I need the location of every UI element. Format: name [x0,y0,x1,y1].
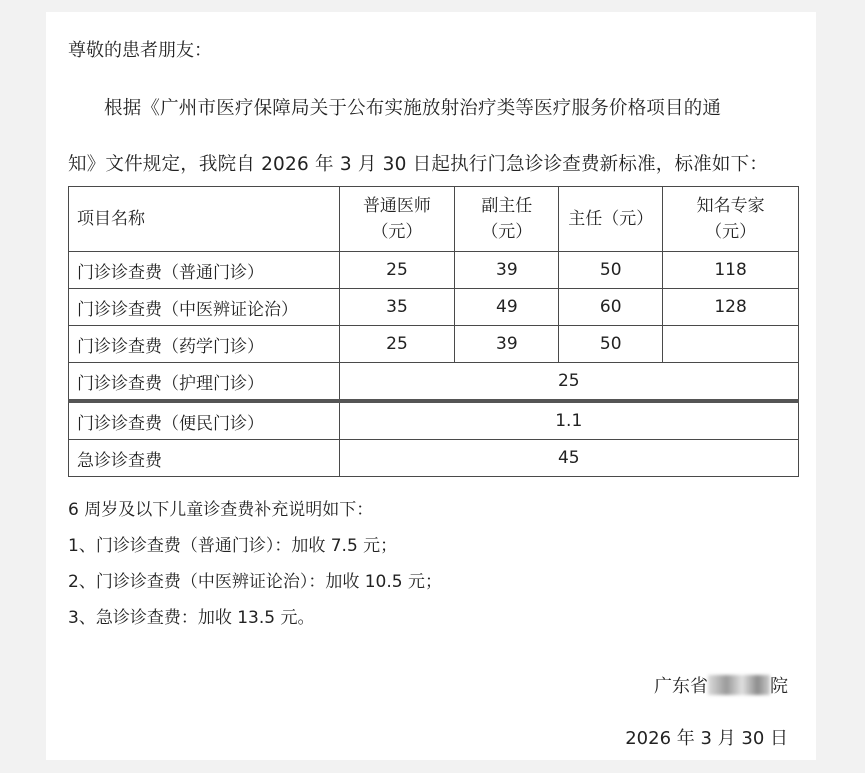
table-row [69,252,799,289]
cell-value: 50 [559,252,663,289]
cell-value: 128 [663,289,799,326]
header-item-name: 项目名称 [69,187,340,252]
header-associate-chief: 副主任 （元） [455,187,559,252]
notice-document [46,12,816,760]
table-row [69,440,799,477]
cell-value: 118 [663,252,799,289]
table-row [69,363,799,402]
cell-value: 25 [339,326,455,363]
fee-table [68,186,799,477]
cell-value: 35 [339,289,455,326]
cell-merged-value: 45 [339,440,798,477]
note-item-3: 3、急诊诊查费：加收 13.5 元。 [68,608,315,628]
cell-value: 39 [455,326,559,363]
cell-value: 49 [455,289,559,326]
notice-paragraph-line-2: 知》文件规定，我院自 2026 年 3 月 30 日起执行门急诊诊查费新标准，标准如下： [68,154,768,175]
table-row [69,289,799,326]
cell-merged-value: 1.1 [339,401,798,440]
header-chief: 主任（元） [559,187,663,252]
cell-value: 50 [559,326,663,363]
row-name: 急诊诊查费 [69,440,340,477]
signing-organization [654,672,788,698]
redacted-blur [708,675,770,695]
row-name: 门诊诊查费（药学门诊） [69,326,340,363]
org-name-prefix: 广东省 [654,676,708,697]
header-regular-doctor: 普通医师 （元） [339,187,455,252]
salutation: 尊敬的患者朋友： [68,40,212,61]
cell-value: 60 [559,289,663,326]
note-item-1: 1、门诊诊查费（普通门诊）：加收 7.5 元； [68,536,398,556]
table-row [69,401,799,440]
row-name: 门诊诊查费（护理门诊） [69,363,340,402]
header-renowned-expert: 知名专家 （元） [663,187,799,252]
notice-paragraph-line-1: 根据《广州市医疗保障局关于公布实施放射治疗类等医疗服务价格项目的通 [104,98,722,119]
cell-merged-value: 25 [339,363,798,402]
table-header-row [69,187,799,252]
signing-date: 2026 年 3 月 30 日 [625,728,788,749]
notes-intro: 6 周岁及以下儿童诊查费补充说明如下： [68,500,374,520]
row-name: 门诊诊查费（中医辨证论治） [69,289,340,326]
cell-value: 25 [339,252,455,289]
row-name: 门诊诊查费（普通门诊） [69,252,340,289]
note-item-2: 2、门诊诊查费（中医辨证论治）：加收 10.5 元； [68,572,442,592]
table-row [69,326,799,363]
org-name-suffix: 院 [770,676,788,697]
cell-value-empty [663,326,799,363]
row-name: 门诊诊查费（便民门诊） [69,401,340,440]
cell-value: 39 [455,252,559,289]
